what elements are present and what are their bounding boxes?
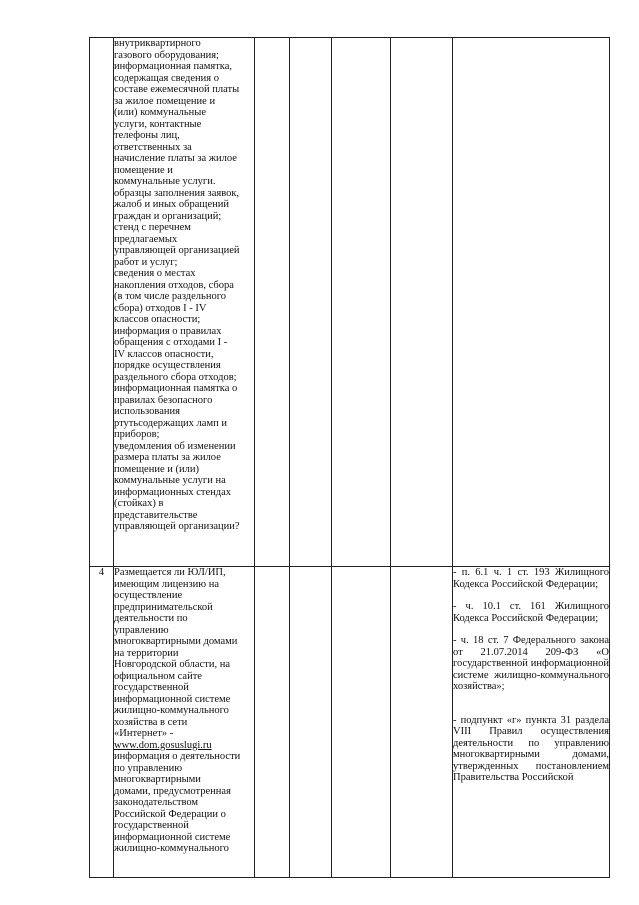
question-text-line: коммунальные услуги. bbox=[114, 176, 216, 187]
gis-zhkh-link[interactable]: www.dom.gosuslugi.ru bbox=[114, 739, 212, 751]
question-text-line: хозяйства в сети bbox=[114, 716, 188, 728]
question-text-line: сбора) отходов I - IV bbox=[114, 302, 207, 314]
empty-cell bbox=[290, 567, 332, 878]
question-text-line: представительстве bbox=[114, 509, 198, 521]
question-text-line: жилищно-коммунального bbox=[114, 705, 229, 716]
question-text-line: правилах безопасного bbox=[114, 394, 213, 406]
question-text-line: помещение и bbox=[114, 164, 173, 176]
question-text-line: государственной bbox=[114, 820, 189, 831]
legal-reference-item: - ч. 10.1 ст. 161 Жилищного Кодекса Российской Федерации; bbox=[453, 601, 609, 624]
question-text-line: управлению bbox=[114, 624, 169, 636]
legal-reference-item: - п. 6.1 ч. 1 ст. 193 Жилищного Кодекса Российской Федерации; bbox=[453, 567, 609, 590]
question-text-line: предлагаемых bbox=[114, 233, 178, 245]
question-text-line: ответственных за bbox=[114, 141, 192, 153]
question-text-line: жилищно-коммунального bbox=[114, 843, 229, 854]
table-row bbox=[90, 38, 610, 567]
empty-cell bbox=[391, 38, 453, 567]
question-text-line: управляющей организации? bbox=[114, 521, 240, 532]
question-text-line: информационной системе bbox=[114, 693, 231, 705]
question-text-line: граждан и организаций; bbox=[114, 210, 222, 222]
question-text-line: начисление платы за жилое bbox=[114, 153, 237, 164]
row-number-cell: 4 bbox=[90, 567, 114, 878]
question-text-line: за жилое помещение и bbox=[114, 95, 216, 107]
inspection-checklist-table bbox=[89, 37, 610, 878]
empty-cell bbox=[255, 38, 290, 567]
question-text-line: информационная памятка о bbox=[114, 383, 238, 394]
question-text-line: имеющим лицензию на bbox=[114, 578, 220, 590]
legal-reference-item: - ч. 18 ст. 7 Федерального закона от 21.07.2014 209-ФЗ «О государственной информационной системе жилищно-коммунального хозяйства»; bbox=[453, 635, 609, 692]
question-text-line: предпринимательской bbox=[114, 601, 213, 613]
question-text-line: управляющей организацией bbox=[114, 245, 240, 256]
question-text-line: коммунальные услуги на bbox=[114, 475, 226, 486]
question-text-line: размера платы за жилое bbox=[114, 452, 221, 463]
question-text-line: многоквартирными домами bbox=[114, 636, 238, 647]
question-text-line: содержащая сведения о bbox=[114, 72, 219, 84]
legal-reference-item: - подпункт «г» пункта 31 раздела VIII Правил осуществления деятельности по управлению многоквартирными домами, утвержденных постановлением Правительства Российской bbox=[453, 714, 609, 783]
question-text-line: помещение и (или) bbox=[114, 463, 199, 475]
question-text-line: по управлению bbox=[114, 762, 183, 774]
question-cell bbox=[114, 567, 255, 878]
question-text-line: на территории bbox=[114, 647, 179, 659]
question-text-line: информационной системе bbox=[114, 831, 231, 843]
question-text-line: информация о правилах bbox=[114, 325, 222, 337]
row-number-cell bbox=[90, 38, 114, 567]
question-text-line: деятельности по bbox=[114, 613, 188, 624]
question-text-line: накопления отходов, сбора bbox=[114, 279, 234, 291]
question-cell bbox=[114, 38, 255, 567]
question-text-line: IV классов опасности, bbox=[114, 348, 214, 360]
question-text-line: информация о деятельности bbox=[114, 751, 241, 762]
question-text-line: «Интернет» - bbox=[114, 728, 174, 739]
question-text-line: официальном сайте bbox=[114, 670, 202, 682]
empty-cell bbox=[290, 38, 332, 567]
question-text-line: работ и услуг; bbox=[114, 256, 178, 268]
legal-reference-cell bbox=[453, 567, 610, 878]
question-text-line: осуществление bbox=[114, 590, 183, 601]
question-text-line: телефоны лиц, bbox=[114, 130, 180, 141]
question-text-line: классов опасности; bbox=[114, 314, 201, 325]
empty-cell bbox=[332, 567, 391, 878]
reference-spacer bbox=[453, 590, 609, 601]
question-text-line: порядке осуществления bbox=[114, 360, 221, 371]
question-text-line: информационная памятка, bbox=[114, 61, 233, 72]
question-text-line: стенд с перечнем bbox=[114, 222, 191, 233]
question-text-line: услуги, контактные bbox=[114, 118, 202, 130]
question-text-line: государственной bbox=[114, 682, 189, 693]
question-text-line: (в том числе раздельного bbox=[114, 291, 226, 302]
question-text-line: (стойках) в bbox=[114, 498, 164, 509]
question-text-line: информационных стендах bbox=[114, 486, 232, 498]
question-text-line: Российской Федерации о bbox=[114, 808, 226, 820]
empty-cell bbox=[332, 38, 391, 567]
question-text-line: обращения с отходами I - bbox=[114, 337, 228, 348]
question-text-line: уведомления об изменении bbox=[114, 440, 236, 452]
question-text-line: ртутьсодержащих ламп и bbox=[114, 417, 227, 429]
table-row bbox=[90, 567, 610, 878]
question-text-line: Размещается ли ЮЛ/ИП, bbox=[114, 567, 226, 578]
legal-reference-cell bbox=[453, 38, 610, 567]
question-text-line: составе ежемесячной платы bbox=[114, 84, 240, 95]
question-text-line: раздельного сбора отходов; bbox=[114, 371, 237, 383]
question-text-line: образцы заполнения заявок, bbox=[114, 187, 240, 199]
question-text-line: законодательством bbox=[114, 797, 199, 808]
question-text-line: использования bbox=[114, 406, 180, 417]
question-text-line: (или) коммунальные bbox=[114, 107, 206, 118]
empty-cell bbox=[391, 567, 453, 878]
question-text-line: домами, предусмотренная bbox=[114, 785, 231, 797]
question-text-line: газового оборудования; bbox=[114, 49, 219, 61]
question-text-line: жалоб и иных обращений bbox=[114, 199, 229, 210]
question-text-line: многоквартирными bbox=[114, 774, 201, 785]
reference-spacer bbox=[453, 693, 609, 715]
reference-spacer bbox=[453, 624, 609, 635]
question-text-line: Новгородской области, на bbox=[114, 659, 230, 670]
question-text-line: внутриквартирного bbox=[114, 38, 201, 49]
question-text-line: приборов; bbox=[114, 429, 160, 440]
question-text-line: сведения о местах bbox=[114, 268, 196, 279]
empty-cell bbox=[255, 567, 290, 878]
